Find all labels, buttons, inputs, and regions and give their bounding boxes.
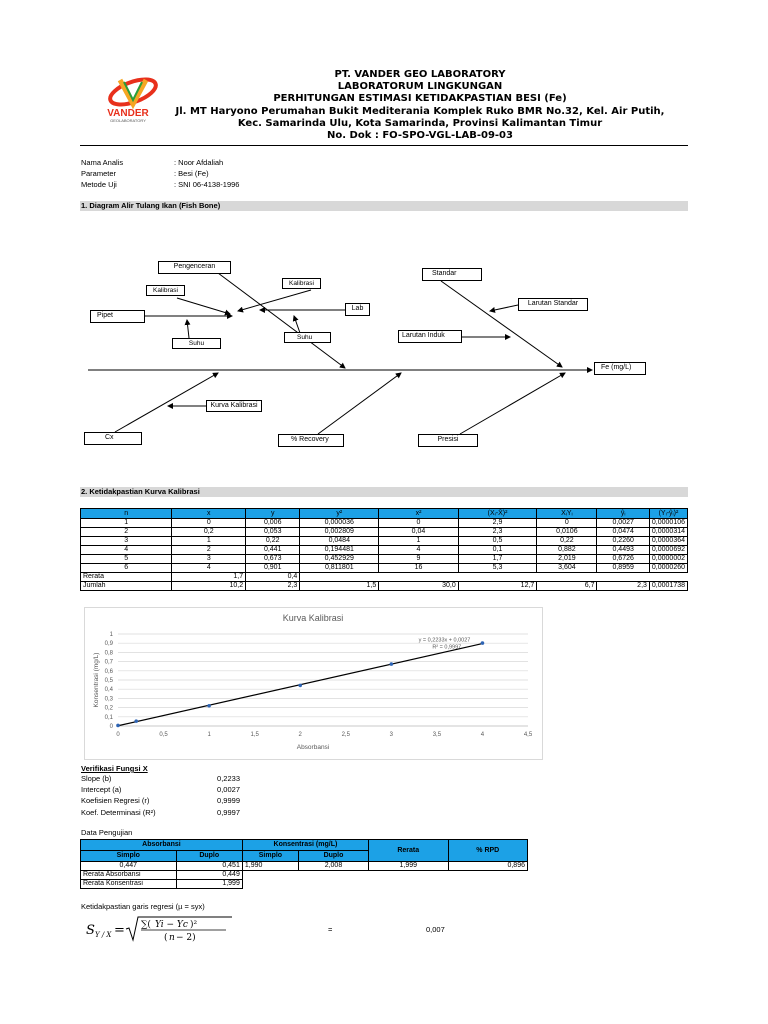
cell: 4 xyxy=(81,546,172,555)
svg-text:Y / X: Y / X xyxy=(95,931,112,939)
duplo-header: Duplo xyxy=(298,851,368,862)
cell: 0,449 xyxy=(176,871,242,880)
cell: 2,3 xyxy=(458,528,537,537)
y-tick-label: 1 xyxy=(109,632,113,638)
table-row xyxy=(81,871,528,880)
cell: 0,882 xyxy=(537,546,597,555)
y-axis-label: Konsentrasi (mg/L) xyxy=(93,652,100,708)
fishbone-kalibrasi-2: Kalibrasi xyxy=(282,278,321,289)
cell: Rerata xyxy=(81,573,172,582)
chart-title: Kurva Kalibrasi xyxy=(282,613,344,623)
cell: 3 xyxy=(172,555,246,564)
y-tick-label: 0,2 xyxy=(104,705,113,712)
pengujian-table xyxy=(80,839,528,889)
r-label: Koefisien Regresi (r) xyxy=(81,796,150,805)
cell: 0,0001738 xyxy=(649,582,687,591)
cell: 0,673 xyxy=(246,555,300,564)
data-point xyxy=(390,662,394,666)
cell: 0,0000002 xyxy=(649,555,687,564)
cell: 0,002809 xyxy=(300,528,379,537)
svg-text:)²: )² xyxy=(190,920,198,930)
svg-text:− 2): − 2) xyxy=(176,933,196,943)
trendline-equation: y = 0,2233x + 0,0027 xyxy=(418,637,471,644)
data-point xyxy=(481,641,485,645)
cell: 0,006 xyxy=(246,519,300,528)
table-row xyxy=(81,880,528,889)
cell: 0,4 xyxy=(246,573,300,582)
cell: 0,0484 xyxy=(300,537,379,546)
x-tick-label: 2 xyxy=(298,732,302,738)
data-point xyxy=(298,684,302,688)
cell: 0,053 xyxy=(246,528,300,537)
fishbone-kalibrasi-1: Kalibrasi xyxy=(146,285,185,296)
cell: 0,4493 xyxy=(597,546,649,555)
cell: 1,7 xyxy=(458,555,537,564)
metode-value: : SNI 06-4138-1996 xyxy=(174,180,240,189)
table-row xyxy=(81,537,688,546)
cell: 1 xyxy=(81,519,172,528)
absorbansi-header: Absorbansi xyxy=(81,840,243,851)
cell: 0,5 xyxy=(458,537,537,546)
cell: 1,5 xyxy=(300,582,379,591)
cell: 9 xyxy=(379,555,459,564)
fishbone-larutan-induk: Larutan Induk xyxy=(398,330,462,343)
x-tick-label: 1 xyxy=(207,732,211,738)
x-tick-label: 0 xyxy=(116,732,120,738)
slope-value: 0,2233 xyxy=(217,774,240,783)
cell: 1,7 xyxy=(172,573,246,582)
cell: 0,0474 xyxy=(597,528,649,537)
cell: 1,999 xyxy=(368,862,448,871)
col-header: y² xyxy=(300,509,379,519)
r2-value: 0,9997 xyxy=(217,808,240,817)
intercept-value: 0,0027 xyxy=(217,785,240,794)
cell: 3,604 xyxy=(537,564,597,573)
fishbone-kurva-kalibrasi: Kurva Kalibrasi xyxy=(206,400,262,412)
fishbone-pipet: Pipet xyxy=(90,310,145,323)
cell: 0 xyxy=(379,519,459,528)
r2-label: Koef. Determinasi (R²) xyxy=(81,808,156,817)
formula-equals: = xyxy=(328,925,333,934)
svg-text:∑(: ∑( xyxy=(141,920,151,930)
y-tick-label: 0,6 xyxy=(104,668,113,675)
y-tick-label: 0,3 xyxy=(104,696,113,703)
x-tick-label: 4 xyxy=(480,732,485,738)
y-tick-label: 0 xyxy=(109,724,113,730)
cell: 10,2 xyxy=(172,582,246,591)
chart-svg xyxy=(85,608,542,759)
cell: 0,0000260 xyxy=(649,564,687,573)
svg-text:=: = xyxy=(114,923,125,938)
cell: 0,22 xyxy=(246,537,300,546)
cell: 3 xyxy=(81,537,172,546)
y-tick-label: 0,4 xyxy=(104,687,113,694)
section-fishbone-title: 1. Diagram Alir Tulang Ikan (Fish Bone) xyxy=(80,201,688,211)
cell: 0,0106 xyxy=(537,528,597,537)
cell: 0 xyxy=(537,519,597,528)
simplo-header: Simplo xyxy=(242,851,298,862)
cell: 0,896 xyxy=(448,862,527,871)
cell: 2,3 xyxy=(246,582,300,591)
r-squared-label: R² = 0,9997 xyxy=(432,644,462,651)
parameter-label: Parameter xyxy=(81,169,117,178)
y-tick-label: 0,8 xyxy=(104,650,113,657)
calibration-table xyxy=(80,508,688,591)
cell: 0,0027 xyxy=(597,519,649,528)
rerata-header: Rerata xyxy=(368,840,448,862)
cell: 0,441 xyxy=(246,546,300,555)
table-row xyxy=(81,862,528,871)
formula-graphic xyxy=(86,914,236,944)
pengujian-title: Data Pengujian xyxy=(81,828,133,837)
col-header: x² xyxy=(379,509,459,519)
cell: 0,901 xyxy=(246,564,300,573)
cell: 0,6726 xyxy=(597,555,649,564)
cell: 12,7 xyxy=(458,582,537,591)
cell: 2,008 xyxy=(298,862,368,871)
cell: 6 xyxy=(81,564,172,573)
address-line-2: Kec. Samarinda Ulu, Kota Samarinda, Provinsi Kalimantan Timur xyxy=(237,118,603,129)
cell: 0,447 xyxy=(81,862,177,871)
slope-label: Slope (b) xyxy=(81,774,112,783)
x-tick-label: 0,5 xyxy=(159,732,168,738)
metode-label: Metode Uji xyxy=(81,180,117,189)
cell: 5 xyxy=(81,555,172,564)
cell: 16 xyxy=(379,564,459,573)
x-tick-label: 3,5 xyxy=(432,732,442,738)
cell: 2 xyxy=(172,546,246,555)
data-point xyxy=(207,704,211,708)
cell: 2,3 xyxy=(597,582,649,591)
cell: 0,0000692 xyxy=(649,546,687,555)
col-header: (Yᵢ-ŷᵢ)² xyxy=(649,509,687,519)
cell: 0,0000314 xyxy=(649,528,687,537)
cell: 0,1 xyxy=(458,546,537,555)
y-tick-label: 0,7 xyxy=(104,659,113,666)
cell: 0 xyxy=(172,519,246,528)
table-header-row xyxy=(81,509,688,519)
col-header: n xyxy=(81,509,172,519)
cell: 0,0000364 xyxy=(649,537,687,546)
regression-formula xyxy=(86,914,236,944)
col-header: XᵢYᵢ xyxy=(537,509,597,519)
cell: 0,2 xyxy=(172,528,246,537)
cell: 2,9 xyxy=(458,519,537,528)
fishbone-larutan-standar: Larutan Standar xyxy=(518,298,588,311)
cell: 1 xyxy=(172,537,246,546)
cell: 4 xyxy=(172,564,246,573)
doc-title: PERHITUNGAN ESTIMASI KETIDAKPASTIAN BESI (Fe) xyxy=(273,93,567,104)
cell: 0,000036 xyxy=(300,519,379,528)
col-header: y xyxy=(246,509,300,519)
table-row xyxy=(81,519,688,528)
fishbone-standar: Standar xyxy=(422,268,482,281)
intercept-label: Intercept (a) xyxy=(81,785,122,794)
cell: 5,3 xyxy=(458,564,537,573)
ketidakpastian-title: Ketidakpastian garis regresi (µ = syx) xyxy=(81,902,205,911)
parameter-value: : Besi (Fe) xyxy=(174,169,209,178)
logo-subtext: GEOLABORATORY xyxy=(110,118,146,123)
logo-text: VANDER xyxy=(107,108,149,119)
verifikasi-title: Verifikasi Fungsi X xyxy=(81,764,148,773)
table-row xyxy=(81,528,688,537)
y-tick-label: 0,1 xyxy=(104,714,113,721)
x-tick-label: 3 xyxy=(389,732,394,738)
cell: 1 xyxy=(379,537,459,546)
fishbone-pengenceran: Pengenceran xyxy=(158,261,231,274)
y-tick-label: 0,5 xyxy=(104,678,113,684)
cell: 2 xyxy=(81,528,172,537)
x-tick-label: 4,5 xyxy=(523,732,533,738)
rpd-header: % RPD xyxy=(448,840,527,862)
fishbone-fe-effect: Fe (mg/L) xyxy=(594,362,646,375)
cell: 0,04 xyxy=(379,528,459,537)
table-row xyxy=(81,555,688,564)
company-name: PT. VANDER GEO LABORATORY xyxy=(334,69,506,80)
rerata-row xyxy=(81,573,688,582)
fishbone-suhu-1: Suhu xyxy=(172,338,221,349)
address-line-1: Jl. MT Haryono Perumahan Bukit Mediterania Komplek Ruko BMR No.32, Kel. Air Putih, xyxy=(175,106,665,117)
svg-text:n: n xyxy=(169,933,175,943)
cell: Rerata Absorbansi xyxy=(81,871,177,880)
calibration-chart xyxy=(84,607,543,760)
cell: 2,019 xyxy=(537,555,597,564)
r-value: 0,9999 xyxy=(217,796,240,805)
ketidakpastian-value: 0,007 xyxy=(426,925,445,934)
cell: 0,452929 xyxy=(300,555,379,564)
x-tick-label: 2,5 xyxy=(341,732,350,738)
nama-analis-value: : Noor Afdaliah xyxy=(174,158,224,167)
svg-text:Yi − Yc: Yi − Yc xyxy=(155,920,188,930)
lab-name: LABORATORUM LINGKUNGAN xyxy=(337,81,503,92)
col-header: ŷᵢ xyxy=(597,509,649,519)
cell: 0,22 xyxy=(537,537,597,546)
cell: 1,990 xyxy=(242,862,298,871)
data-point xyxy=(134,719,138,723)
nama-analis-label: Nama Analis xyxy=(81,158,124,167)
fishbone-cx: Cx xyxy=(84,432,142,445)
col-header: (Xᵢ-X̄)² xyxy=(458,509,537,519)
simplo-header: Simplo xyxy=(81,851,177,862)
duplo-header: Duplo xyxy=(176,851,242,862)
cell: 0,8959 xyxy=(597,564,649,573)
data-point xyxy=(116,724,120,728)
cell: 0,811801 xyxy=(300,564,379,573)
fishbone-presisi: Presisi xyxy=(418,434,478,447)
cell: 4 xyxy=(379,546,459,555)
fishbone-suhu-2: Suhu xyxy=(284,332,331,343)
cell: Rerata Konsentrasi xyxy=(81,880,177,889)
cell: 0,0000106 xyxy=(649,519,687,528)
cell: 0,194481 xyxy=(300,546,379,555)
svg-text:(: ( xyxy=(164,933,168,943)
x-tick-label: 1,5 xyxy=(250,732,259,738)
table-row xyxy=(81,546,688,555)
konsentrasi-header: Konsentrasi (mg/L) xyxy=(242,840,368,851)
x-axis-label: Absorbansi xyxy=(296,744,330,751)
table-row xyxy=(81,564,688,573)
cell: 0,2260 xyxy=(597,537,649,546)
doc-number: No. Dok : FO-SPO-VGL-LAB-09-03 xyxy=(327,130,513,141)
col-header: x xyxy=(172,509,246,519)
cell: 1,999 xyxy=(176,880,242,889)
fishbone-lab: Lab xyxy=(345,303,370,316)
cell: Jumlah xyxy=(81,582,172,591)
cell: 0,451 xyxy=(176,862,242,871)
section-kurva-title: 2. Ketidakpastian Kurva Kalibrasi xyxy=(80,487,688,497)
fishbone-recovery: % Recovery xyxy=(278,434,344,447)
cell: 30,0 xyxy=(379,582,459,591)
jumlah-row xyxy=(81,582,688,591)
y-tick-label: 0,9 xyxy=(104,641,113,648)
svg-text:S: S xyxy=(86,923,95,938)
cell: 6,7 xyxy=(537,582,597,591)
